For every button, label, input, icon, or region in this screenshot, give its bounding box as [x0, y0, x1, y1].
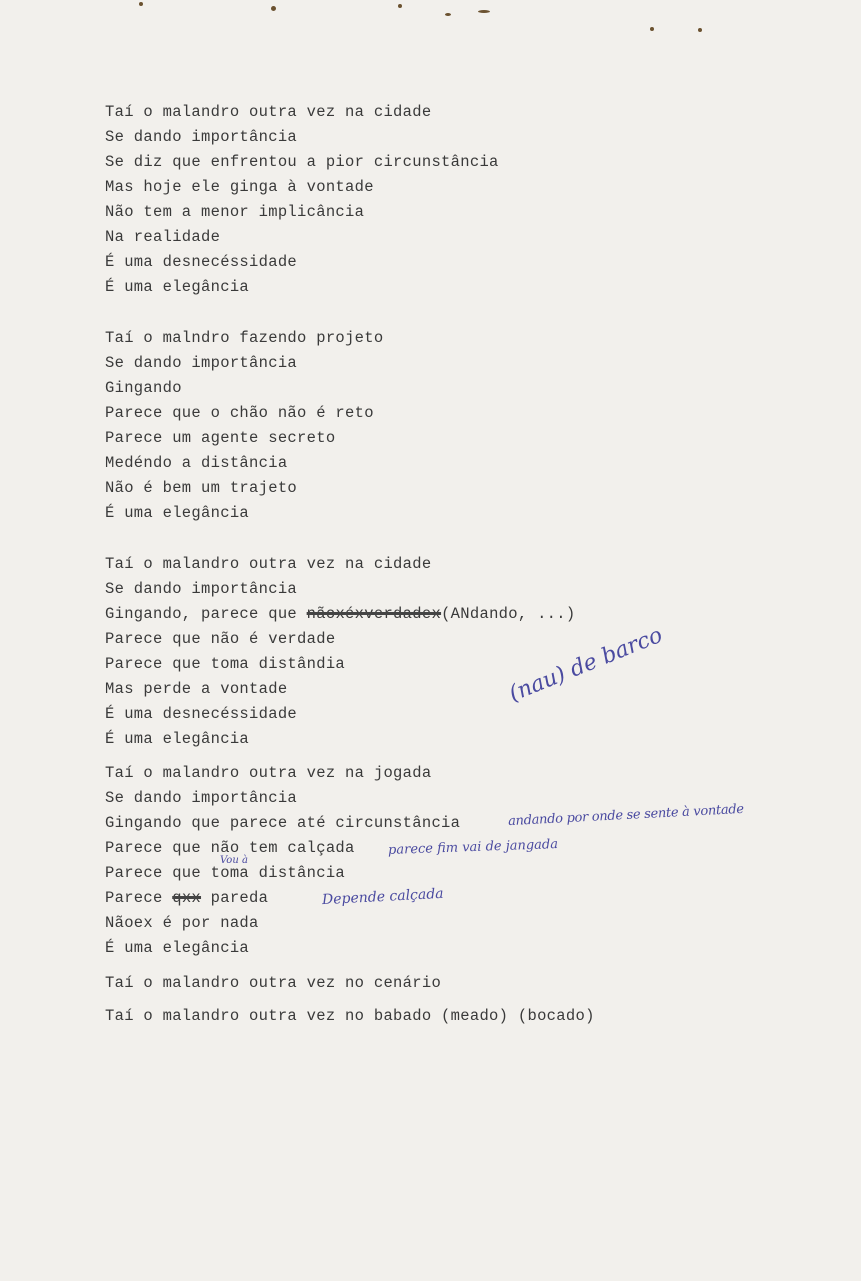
- verse-line: Taí o malandro outra vez na cidade: [105, 555, 432, 573]
- verse-line: Nãoex é por nada: [105, 914, 259, 932]
- handwritten-note-vou-a: Vou à: [220, 855, 248, 866]
- verse-line: Não tem a menor implicância: [105, 203, 365, 221]
- verse-line: É uma desnecéssidade: [105, 705, 298, 723]
- closing-line: [105, 971, 441, 996]
- verse-text: pareda: [201, 889, 269, 907]
- verse-line: Gingando: [105, 379, 182, 397]
- verse-line: Se dando importância: [105, 354, 298, 372]
- struck-out-text: nãoxéxverdadex: [306, 605, 442, 623]
- verse-line: Medéndo a distância: [105, 454, 288, 472]
- verse-line: Se dando importância: [105, 580, 298, 598]
- verse-line: Se dando importância: [105, 128, 298, 146]
- stanza-2: [105, 326, 383, 526]
- verse-text: Parece: [105, 889, 173, 907]
- verse-text: (ANdando, ...): [441, 605, 576, 623]
- verse-line: Parece que não é verdade: [105, 630, 336, 648]
- verse-line: Não é bem um trajeto: [105, 479, 298, 497]
- ink-spot: [398, 4, 402, 8]
- handwritten-note-barco: (nau) de barco: [505, 622, 667, 707]
- verse-line: É uma desnecéssidade: [105, 253, 298, 271]
- verse-line-with-strikethrough: [105, 602, 575, 627]
- stanza-1: [105, 100, 499, 300]
- ink-spot: [139, 2, 143, 6]
- stanza-4: [105, 761, 460, 961]
- handwritten-note-circunstancia: andando por onde se sente à vontade: [507, 801, 745, 830]
- verse-line: Se diz que enfrentou a pior circunstância: [105, 153, 499, 171]
- verse-line: É uma elegância: [105, 939, 250, 957]
- verse-line: Taí o malndro fazendo projeto: [105, 329, 384, 347]
- verse-line: Taí o malandro outra vez na cidade: [105, 103, 432, 121]
- verse-line: Parece que o chão não é reto: [105, 404, 374, 422]
- verse-line: Parece que não tem calçada: [105, 839, 355, 857]
- verse-text: Gingando, parece que: [105, 605, 307, 623]
- stanza-3: [105, 552, 575, 752]
- verse-line: Se dando importância: [105, 789, 298, 807]
- closing-line: [105, 1004, 595, 1029]
- struck-out-text: qxx: [172, 889, 202, 907]
- ink-spot: [445, 13, 451, 16]
- verse-line: Parece que toma distância: [105, 864, 346, 882]
- verse-line: Na realidade: [105, 228, 221, 246]
- ink-spot: [698, 28, 702, 32]
- verse-line: Parece um agente secreto: [105, 429, 336, 447]
- ink-spot: [650, 27, 654, 31]
- handwritten-note-calcada: parece fim vai de jangada: [387, 837, 559, 858]
- verse-line: Taí o malandro outra vez no babado (meado) (bocado): [105, 1007, 595, 1025]
- verse-line: É uma elegância: [105, 278, 250, 296]
- ink-spot: [271, 6, 276, 11]
- handwritten-note-depende: Depende calçada: [321, 885, 444, 909]
- verse-line: Mas perde a vontade: [105, 680, 288, 698]
- ink-spot: [478, 10, 490, 13]
- verse-line: Taí o malandro outra vez na jogada: [105, 764, 432, 782]
- verse-line: Gingando que parece até circunstância: [105, 814, 461, 832]
- verse-line: Mas hoje ele ginga à vontade: [105, 178, 374, 196]
- verse-line: É uma elegância: [105, 730, 250, 748]
- verse-line: Parece que toma distândia: [105, 655, 346, 673]
- verse-line: Taí o malandro outra vez no cenário: [105, 974, 442, 992]
- verse-line: É uma elegância: [105, 504, 250, 522]
